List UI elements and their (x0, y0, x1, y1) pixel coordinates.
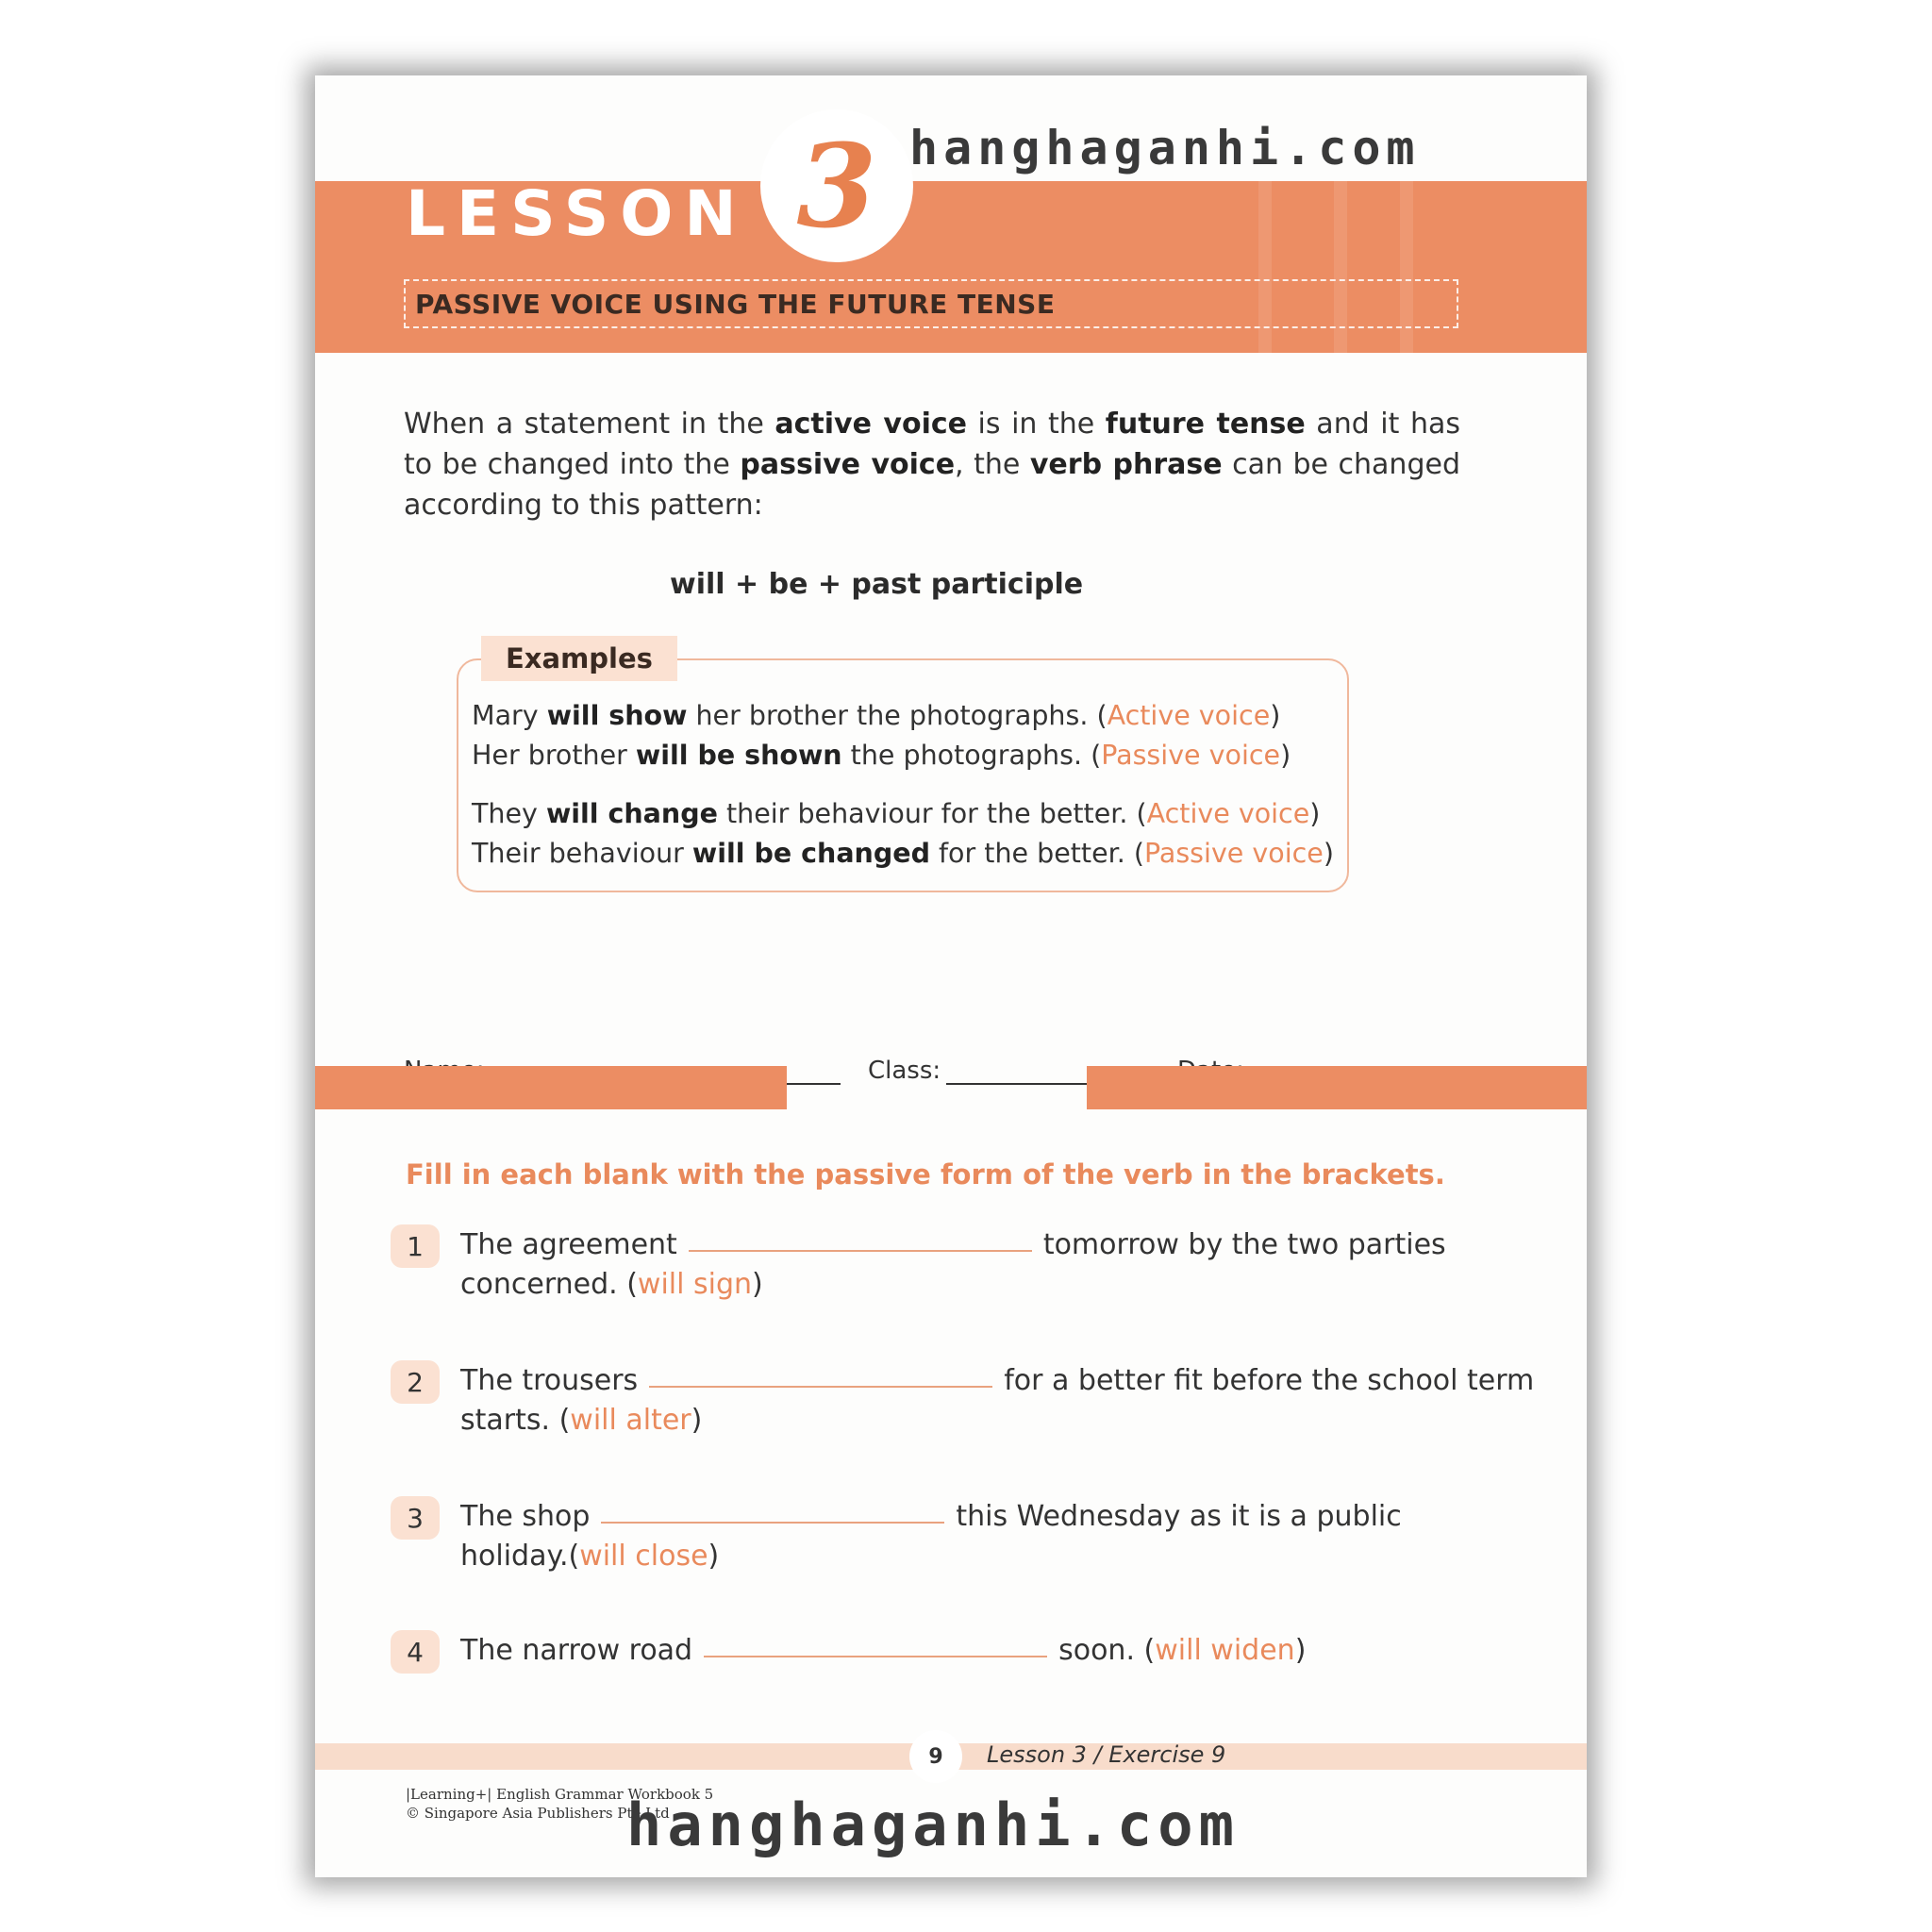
divider-band-right (1087, 1066, 1587, 1109)
example-text: the photographs. ( (841, 740, 1102, 771)
question-text: ) (691, 1404, 703, 1437)
lesson-exercise-ref: Lesson 3 / Exercise 9 (987, 1741, 1226, 1768)
workbook-page (315, 75, 1587, 1877)
example-line (472, 798, 1320, 829)
lesson-subtitle (404, 279, 1458, 328)
verb-hint: will widen (1155, 1634, 1295, 1667)
watermark-top: hanghaganhi.com (909, 121, 1421, 175)
examples-box (457, 642, 1349, 892)
answer-blank[interactable] (649, 1385, 992, 1388)
divider-band-left (315, 1066, 787, 1109)
question-text: for a better fit before the school term (1004, 1364, 1535, 1397)
intro-bold: verb phrase (1029, 448, 1223, 481)
question-text: ) (708, 1540, 720, 1573)
watermark-bottom: hanghaganhi.com (626, 1790, 1240, 1859)
grammar-pattern: will + be + past participle (670, 568, 1084, 601)
credit-line: © Singapore Asia Publishers Pte Ltd (406, 1805, 670, 1822)
answer-blank[interactable] (704, 1655, 1047, 1657)
question-line (460, 1634, 1466, 1667)
intro-bold: passive voice (740, 448, 956, 481)
verb-hint: will sign (637, 1268, 753, 1301)
intro-text: , the (955, 448, 1030, 481)
question-text: soon. ( (1058, 1634, 1156, 1667)
example-text: Their behaviour (472, 838, 692, 869)
lesson-number: 3 (796, 118, 877, 254)
answer-blank[interactable] (689, 1249, 1032, 1252)
example-text: ) (1309, 798, 1321, 829)
answer-blank[interactable] (601, 1521, 944, 1524)
example-verb: will be shown (635, 740, 842, 771)
question-item (391, 1630, 1466, 1677)
example-verb: will change (545, 798, 718, 829)
question-line-2 (460, 1404, 702, 1437)
question-line-2 (460, 1540, 719, 1573)
example-verb: will show (546, 700, 688, 731)
credit-line: |Learning+| English Grammar Workbook 5 (406, 1786, 714, 1803)
verb-hint: will close (579, 1540, 708, 1573)
intro-text: When a statement in the (404, 408, 775, 441)
question-text: ) (1294, 1634, 1307, 1667)
example-text: ) (1270, 700, 1281, 731)
question-text: The trousers (460, 1364, 639, 1397)
question-text: The shop (460, 1500, 591, 1533)
examples-title: Examples (481, 636, 677, 681)
question-number: 3 (391, 1496, 440, 1540)
intro-text: and it has to be changed into the (404, 408, 1460, 481)
page-number: 9 (909, 1730, 962, 1783)
example-text: ) (1280, 740, 1291, 771)
lesson-label: LESSON (406, 177, 748, 250)
question-line (460, 1228, 1466, 1261)
intro-bold: future tense (1105, 408, 1306, 441)
question-number: 4 (391, 1630, 440, 1674)
voice-label: Active voice (1146, 798, 1310, 829)
intro-text: can be changed according to this pattern: (404, 448, 1460, 522)
example-text: her brother the photographs. ( (687, 700, 1108, 731)
verb-hint: will alter (570, 1404, 691, 1437)
question-line-2 (460, 1268, 763, 1301)
question-text: holiday.( (460, 1540, 580, 1573)
exercise-instruction: Fill in each blank with the passive form of the verb in the brackets. (406, 1158, 1445, 1191)
intro-text: is in the (966, 408, 1106, 441)
example-text: ) (1323, 838, 1334, 869)
question-text: this Wednesday as it is a public (956, 1500, 1402, 1533)
question-item (391, 1496, 1466, 1581)
question-line (460, 1364, 1535, 1397)
lesson-subtitle-text: PASSIVE VOICE USING THE FUTURE TENSE (415, 288, 1056, 320)
question-line (460, 1500, 1466, 1533)
question-text: tomorrow by the two parties (1042, 1228, 1446, 1261)
example-text: They (472, 798, 546, 829)
question-text: The agreement (460, 1228, 677, 1261)
voice-label: Passive voice (1101, 740, 1281, 771)
question-item (391, 1360, 1535, 1445)
intro-paragraph (404, 404, 1460, 525)
class-label: Class: (868, 1057, 941, 1085)
example-text: for the better. ( (929, 838, 1144, 869)
example-line (472, 700, 1280, 731)
voice-label: Passive voice (1143, 838, 1324, 869)
example-text: Mary (472, 700, 547, 731)
question-number: 2 (391, 1360, 440, 1404)
example-text: their behaviour for the better. ( (717, 798, 1147, 829)
example-line (472, 838, 1334, 869)
question-text: concerned. ( (460, 1268, 638, 1301)
question-text: ) (752, 1268, 763, 1301)
lesson-number-badge (760, 109, 913, 262)
voice-label: Active voice (1107, 700, 1271, 731)
question-text: starts. ( (460, 1404, 571, 1437)
question-item (391, 1224, 1466, 1309)
example-text: Her brother (472, 740, 636, 771)
example-verb: will be changed (691, 838, 930, 869)
question-text: The narrow road (460, 1634, 693, 1667)
intro-bold: active voice (774, 408, 967, 441)
example-line (472, 740, 1291, 771)
question-number: 1 (391, 1224, 440, 1268)
